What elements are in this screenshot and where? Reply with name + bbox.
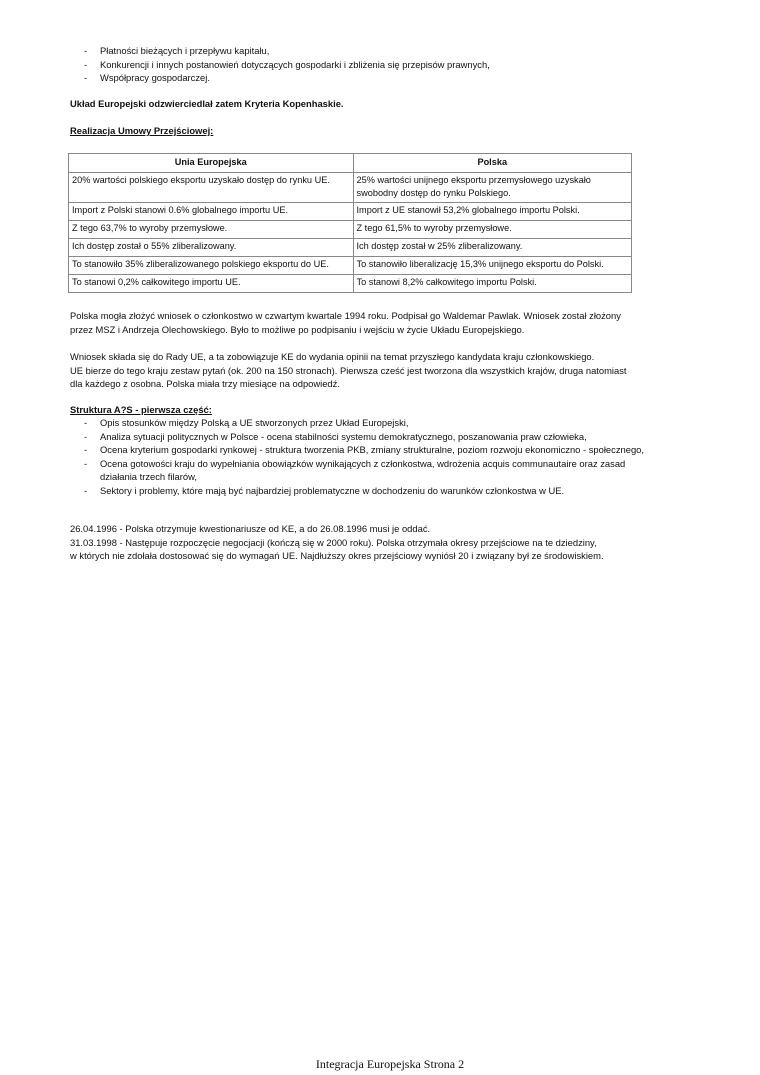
list-item: - Ocena gotowości kraju do wypełniania obowiązków wynikających z członkostwa, wdrożenia acquis communautaire oraz zasad działania trzech filarów, (84, 457, 644, 484)
table-row (69, 238, 632, 256)
text-line: Wniosek składa się do Rady UE, a ta zobowiązuje KE do wydania opinii na temat przyszłego kandydata kraju członkowskiego. (70, 351, 595, 362)
table-row (69, 202, 632, 220)
top-bullet-list (70, 44, 724, 85)
table-cell: To stanowiło liberalizację 15,3% unijnego eksportu do Polski. (353, 256, 632, 274)
dates-paragraph (70, 522, 690, 563)
table-cell: Import z Polski stanowi 0.6% globalnego importu UE. (69, 202, 354, 220)
text-line: dla każdego z osobna. Polska miała trzy miesiące na odpowiedź. (70, 378, 340, 390)
list-item: - Analiza sytuacji politycznych w Polsce - ocena stabilności systemu demokratycznego, poszanowania praw człowieka, (84, 430, 644, 444)
table-row (69, 173, 632, 203)
list-item: - Sektory i problemy, które mają być najbardziej problematyczne w dochodzeniu do warunków członkostwa w UE. (84, 484, 644, 498)
list-item: - Ocena kryterium gospodarki rynkowej - struktura tworzenia PKB, zmiany strukturalne, poziom rozwoju ekonomiczno - społecznego, (84, 443, 644, 457)
table-cell: To stanowiło 35% zliberalizowanego polskiego eksportu do UE. (69, 256, 354, 274)
text-line: w których nie zdołała dostosować się do wymagań UE. Najdłuższy okres przejściowy wyniósł 20 i związany był ze środowiskiem. (70, 550, 604, 562)
text-line: Polska mogła złożyć wniosek o członkostwo w czwartym kwartale 1994 roku. Podpisał go Waldemar Pawlak. Wniosek został złożony (70, 310, 621, 321)
list-item: - Współpracy gospodarczej. (84, 71, 724, 85)
table-row (69, 256, 632, 274)
table-row (69, 220, 632, 238)
paragraph-procedure (70, 350, 690, 391)
table-cell: 20% wartości polskiego eksportu uzyskało dostęp do rynku UE. (69, 173, 354, 203)
table-cell: 25% wartości unijnego eksportu przemysłowego uzyskało swobodny dostęp do rynku Polskiego. (353, 173, 632, 203)
page-footer: Integracja Europejska Strona 2 (315, 1057, 465, 1071)
text-line: 31.03.1998 - Następuje rozpoczęcie negocjacji (kończą się w 2000 roku). Polska otrzymała okresy przejściowe na te dziedziny, (70, 536, 597, 548)
table-header-pl: Polska (353, 154, 632, 173)
table-cell: To stanowi 0,2% całkowitego importu UE. (69, 274, 354, 292)
table-cell: To stanowi 8,2% całkowitego importu Polski. (353, 274, 632, 292)
text-line: przez MSZ i Andrzeja Olechowskiego. Było to możliwe po podpisaniu i wejściu w życie Układu Europejskiego. (70, 323, 525, 335)
list-item: - Opis stosunków między Polską a UE stworzonych przez Układ Europejski, (84, 416, 644, 430)
struktura-bullet-list (84, 416, 644, 498)
realizacja-heading: Realizacja Umowy Przejściowej: (70, 125, 214, 136)
table-cell: Z tego 61,5% to wyroby przemysłowe. (353, 220, 632, 238)
table-header-row (69, 154, 632, 173)
table-row (69, 274, 632, 292)
list-item: - Konkurencji i innych postanowień dotyczących gospodarki i zbliżenia się przepisów prawnych, (84, 58, 724, 72)
kopenhaskie-statement: Układ Europejski odzwierciedlał zatem Kryteria Kopenhaskie. (70, 98, 344, 109)
list-item: - Płatności bieżących i przepływu kapitału, (84, 44, 724, 58)
text-line: UE bierze do tego kraju zestaw pytań (ok. 200 na 150 stronach). Pierwsza cześć jest tworzona dla wszystkich krajów, druga natomiast (70, 364, 627, 376)
struktura-heading: Struktura A?S - pierwsza część: (70, 404, 212, 415)
table-cell: Ich dostęp został w 25% zliberalizowany. (353, 238, 632, 256)
table-cell: Import z UE stanowił 53,2% globalnego importu Polski. (353, 202, 632, 220)
paragraph-application (70, 309, 670, 336)
comparison-table (68, 153, 632, 293)
table-cell: Z tego 63,7% to wyroby przemysłowe. (69, 220, 354, 238)
table-cell: Ich dostęp został o 55% zliberalizowany. (69, 238, 354, 256)
text-line: 26.04.1996 - Polska otrzymuje kwestionariusze od KE, a do 26.08.1996 musi je oddać. (70, 523, 431, 534)
table-header-eu: Unia Europejska (69, 154, 354, 173)
